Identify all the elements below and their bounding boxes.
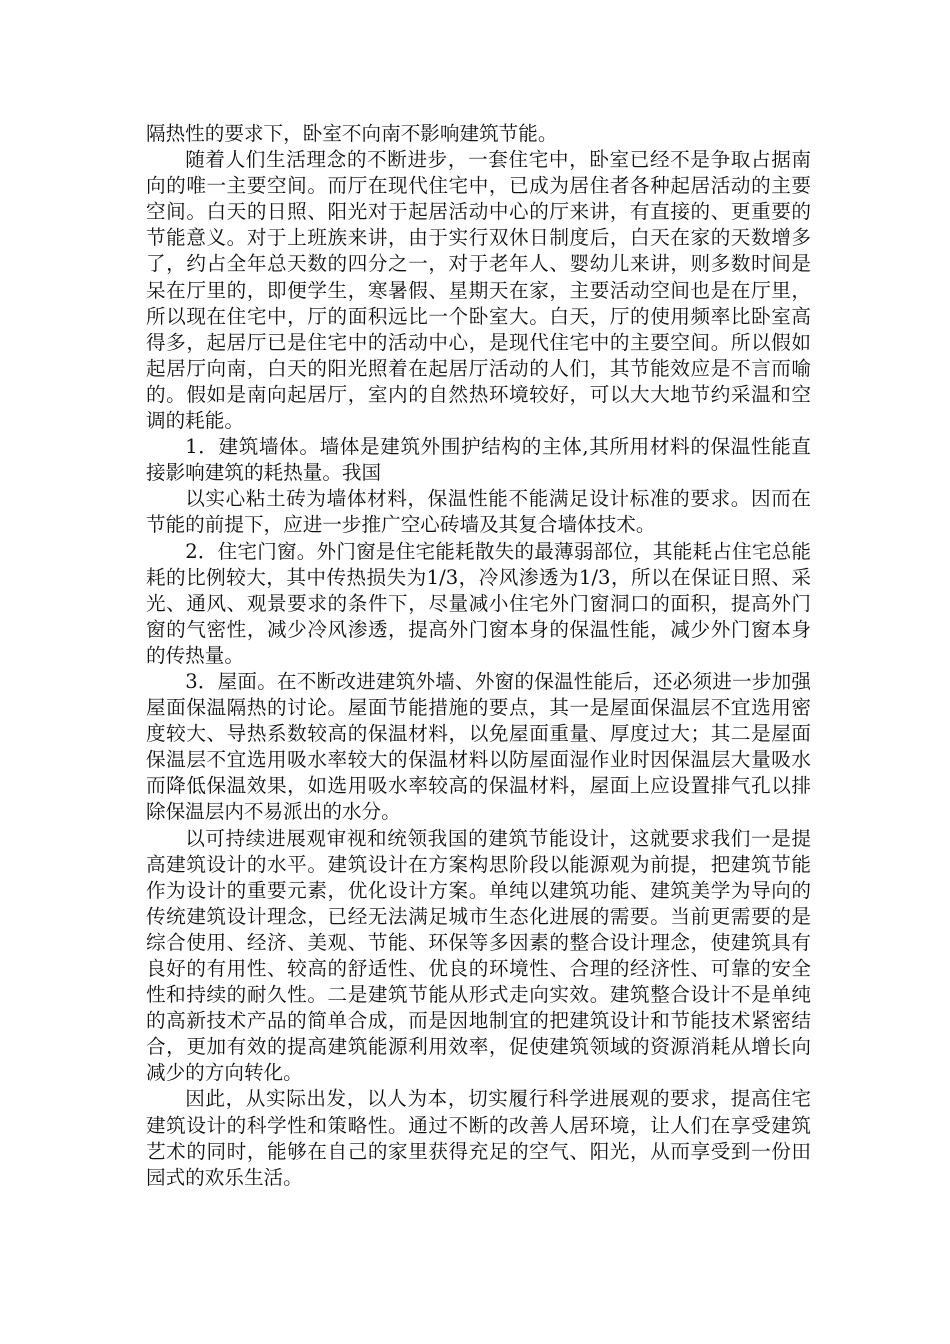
paragraph-1: 隔热性的要求下，卧室不向南不影响建筑节能。 xyxy=(146,122,558,145)
paragraph-2: 随着人们生活理念的不断进步，一套住宅中，卧室已经不是争取占据南向的唯一主要空间。而厅在现代住宅中，已成为居住者各种起居活动的主要空间。白天的日照、阳光对于起居活动中心的厅来讲，有直接的、更重要的节能意义。对于上班族来讲，由于实行双休日制度后，白天在家的天数增多了，约占全年总天数的四分之一，对于老年人、婴幼儿来讲，则多数时间是呆在厅里的，即便学生，寒暑假、星期天在家，主要活动空间也是在厅里，所以现在住宅中，厅的面积远比一个卧室大。白天，厅的使用频率比卧室高得多，起居厅已是住宅中的活动中心，是现代住宅中的主要空间。所以假如起居厅向南，白天的阳光照着在起居厅活动的人们，其节能效应是不言而喻的。假如是南向起居厅，室内的自然热环境较好，可以大大地节约采温和空调的耗能。 xyxy=(146,148,811,433)
paragraph-8: 因此，从实际出发，以人为本，切实履行科学进展观的要求，提高住宅建筑设计的科学性和策略性。通过不断的改善人居环境，让人们在享受建筑艺术的同时，能够在自己的家里获得充足的空气、阳光，从而享受到一份田园式的欢乐生活。 xyxy=(146,1087,811,1189)
paragraph-3: 1．建筑墙体。墙体是建筑外围护结构的主体,其所用材料的保温性能直接影响建筑的耗热量。我国 xyxy=(146,435,811,485)
document-page xyxy=(146,121,811,1191)
paragraph-4: 以实心粘土砖为墙体材料，保温性能不能满足设计标准的要求。因而在节能的前提下，应进一步推广空心砖墙及其复合墙体技术。 xyxy=(146,487,811,537)
paragraph-7: 以可持续进展观审视和统领我国的建筑节能设计，这就要求我们一是提高建筑设计的水平。建筑设计在方案构思阶段以能源观为前提，把建筑节能作为设计的重要元素，优化设计方案。单纯以建筑功能、建筑美学为导向的传统建筑设计理念，已经无法满足城市生态化进展的需要。当前更需要的是综合使用、经济、美观、节能、环保等多因素的整合设计理念，使建筑具有良好的有用性、较高的舒适性、优良的环境性、合理的经济性、可靠的安全性和持续的耐久性。二是建筑节能从形式走向实效。建筑整合设计不是单纯的高新技术产品的简单合成，而是因地制宜的把建筑设计和节能技术紧密结合，更加有效的提高建筑能源利用效率，促使建筑领域的资源消耗从增长向减少的方向转化。 xyxy=(146,826,811,1085)
paragraph-5: 2．住宅门窗。外门窗是住宅能耗散失的最薄弱部位，其能耗占住宅总能耗的比例较大，其中传热损失为1/3，冷风渗透为1/3，所以在保证日照、采光、通风、观景要求的条件下，尽量减小住宅外门窗洞口的面积，提高外门窗的气密性，减少冷风渗透，提高外门窗本身的保温性能，减少外门窗本身的传热量。 xyxy=(146,539,811,667)
paragraph-6: 3．屋面。在不断改进建筑外墙、外窗的保温性能后，还必须进一步加强屋面保温隔热的讨论。屋面节能措施的要点，其一是屋面保温层不宜选用密度较大、导热系数较高的保温材料，以免屋面重量、厚度过大；其二是屋面保温层不宜选用吸水率较大的保温材料以防屋面湿作业时因保温层大量吸水而降低保温效果，如选用吸水率较高的保温材料，屋面上应设置排气孔以排除保温层内不易派出的水分。 xyxy=(146,669,811,824)
